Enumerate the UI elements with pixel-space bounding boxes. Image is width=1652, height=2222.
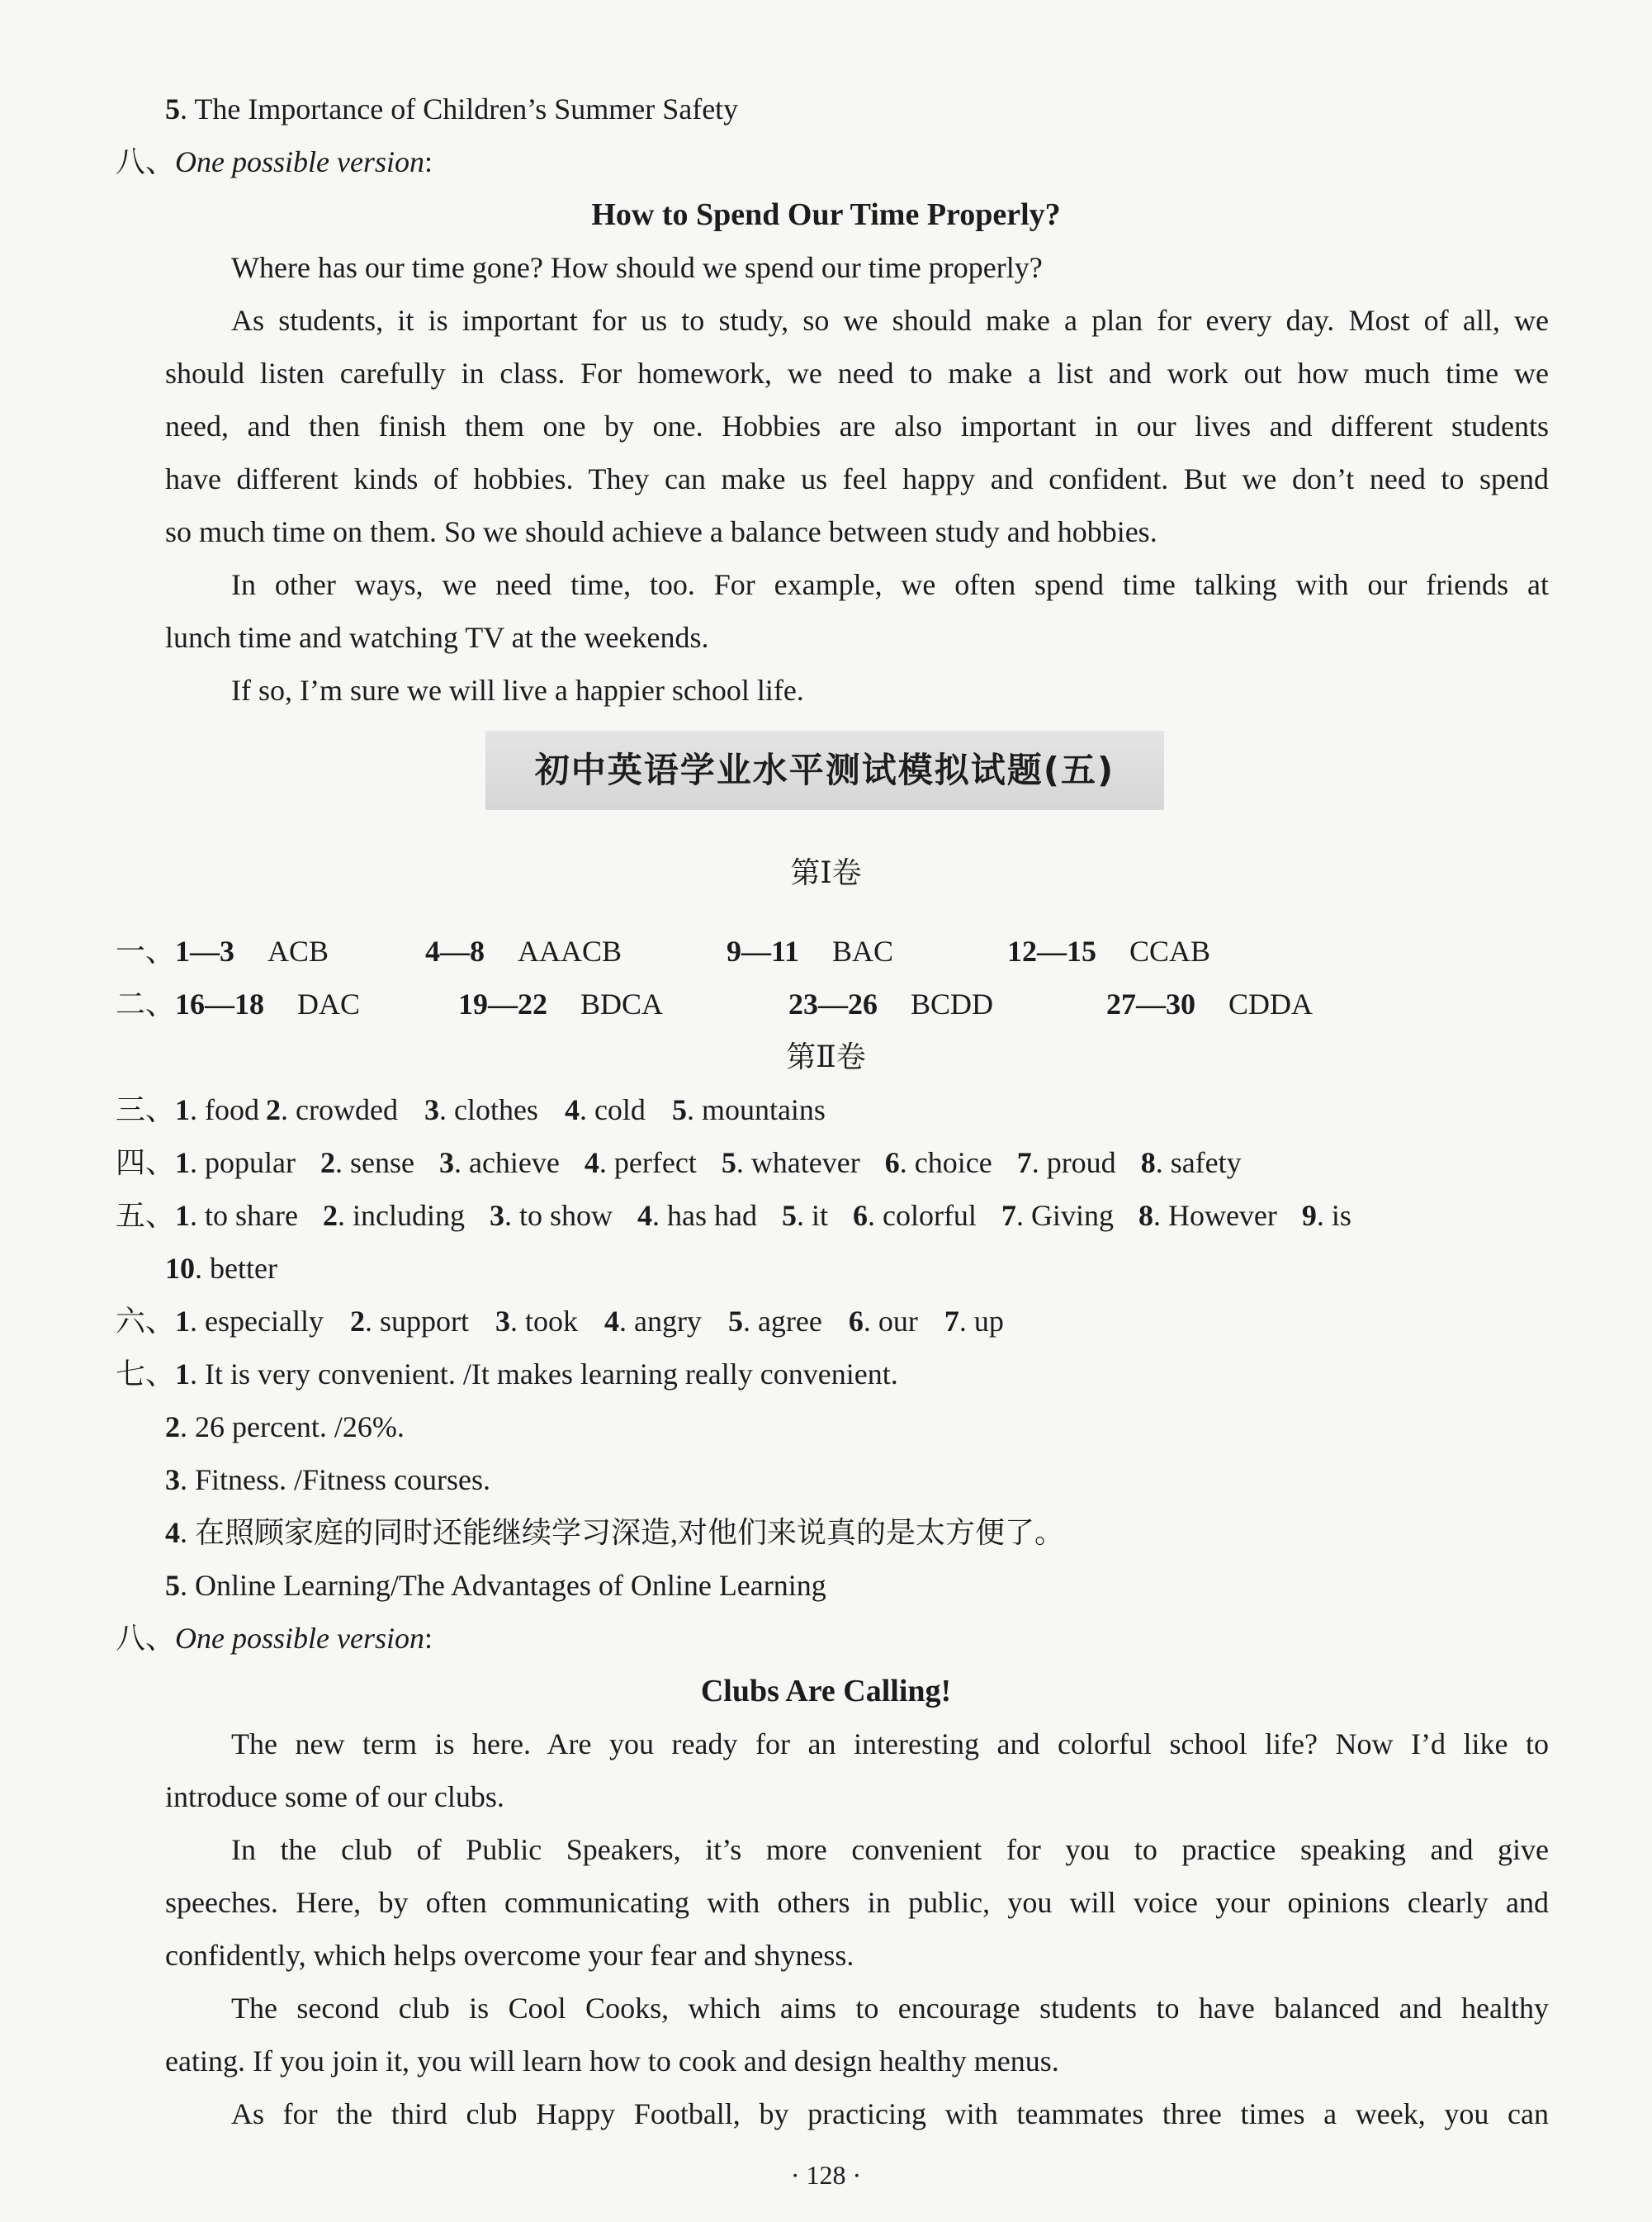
essay-line: If so, I’m sure we will live a happier school life. xyxy=(231,674,804,707)
volume-2-heading: 第Ⅱ卷 xyxy=(786,1040,866,1073)
part-4-answers: 四、1. popular 2. sense 3. achieve 4. perfect 5. whatever 6. choice 7. proud 8. safety xyxy=(116,1146,1242,1179)
part-7-answer-5: 5. Online Learning/The Advantages of Online Learning xyxy=(165,1569,826,1602)
essay-paragraph: Where has our time gone? How should we spend our time properly? xyxy=(231,251,1043,284)
essay-line: speeches. Here, by often communicating with others in public, you will voice your opinions clearly and xyxy=(165,1886,1549,1919)
part-6-answers: 六、1. especially 2. support 3. took 4. angry 5. agree 6. our 7. up xyxy=(116,1305,1004,1338)
exam-title-banner: 初中英语学业水平测试模拟试题(五) xyxy=(485,731,1164,810)
part-7-answer-4: 4. 在照顾家庭的同时还能继续学习深造,对他们来说真的是太方便了。 xyxy=(165,1516,1065,1549)
essay-line: confidently, which helps overcome your fear and shyness. xyxy=(165,1939,854,1972)
essay-title: How to Spend Our Time Properly? xyxy=(591,197,1061,232)
part-7-answer-3: 3. Fitness. /Fitness courses. xyxy=(165,1463,491,1496)
essay-line: introduce some of our clubs. xyxy=(165,1780,504,1813)
section-8-heading: 八、One possible version: xyxy=(116,145,433,178)
part-2-group: 23—26 BCDD xyxy=(788,988,994,1021)
essay-line: should listen carefully in class. For homework, we need to make a list and work out how much time we xyxy=(165,357,1549,390)
part-2-answers: 二、16—18 DAC xyxy=(116,988,361,1021)
essay-line: The new term is here. Are you ready for an interesting and colorful school life? Now I’d like to xyxy=(231,1727,1549,1760)
essay-line: have different kinds of hobbies. They can make us feel happy and confident. But we don’t need to spend xyxy=(165,462,1549,495)
page-number: · 128 · xyxy=(790,2160,862,2190)
part-5-answer-10: 10. better xyxy=(165,1252,277,1285)
essay-line: In the club of Public Speakers, it’s more convenient for you to practice speaking and give xyxy=(231,1833,1549,1866)
part-1-group: 9—11 BAC xyxy=(727,935,894,968)
essay-line: In other ways, we need time, too. For example, we often spend time talking with our friends at xyxy=(231,568,1549,601)
part-2-group: 27—30 CDDA xyxy=(1106,988,1314,1021)
essay-line: so much time on them. So we should achieve a balance between study and hobbies. xyxy=(165,515,1157,548)
part-1-answers: 一、1—3 ACB xyxy=(116,935,329,968)
essay-line: As for the third club Happy Football, by practicing with teammates three times a week, you can xyxy=(231,2097,1549,2130)
item-5-line: 5. The Importance of Children’s Summer Safety xyxy=(165,92,739,126)
essay-line: The second club is Cool Cooks, which aims to encourage students to have balanced and healthy xyxy=(231,1992,1549,2025)
essay-line: lunch time and watching TV at the weekends. xyxy=(165,621,709,654)
part-2-group: 19—22 BDCA xyxy=(458,988,664,1021)
essay-line: eating. If you join it, you will learn how to cook and design healthy menus. xyxy=(165,2044,1059,2077)
essay-line: As students, it is important for us to study, so we should make a plan for every day. Most of all, we xyxy=(231,304,1549,337)
clubs-essay-title: Clubs Are Calling! xyxy=(700,1674,952,1708)
essay-line: need, and then finish them one by one. Hobbies are also important in our lives and different students xyxy=(165,410,1549,443)
part-8-heading: 八、One possible version: xyxy=(116,1622,433,1655)
volume-1-heading: 第Ⅰ卷 xyxy=(790,856,862,890)
part-7-answer-2: 2. 26 percent. /26%. xyxy=(165,1410,405,1443)
part-5-answers: 五、1. to share 2. including 3. to show 4. has had 5. it 6. colorful 7. Giving 8. However 9. is xyxy=(116,1199,1351,1232)
part-3-answers: 三、1. food 2. crowded 3. clothes 4. cold 5. mountains xyxy=(116,1093,826,1126)
part-7-answer-1: 七、1. It is very convenient. /It makes learning really convenient. xyxy=(116,1357,898,1391)
part-1-group: 4—8 AAACB xyxy=(425,935,622,968)
part-1-group: 12—15 CCAB xyxy=(1007,935,1211,968)
